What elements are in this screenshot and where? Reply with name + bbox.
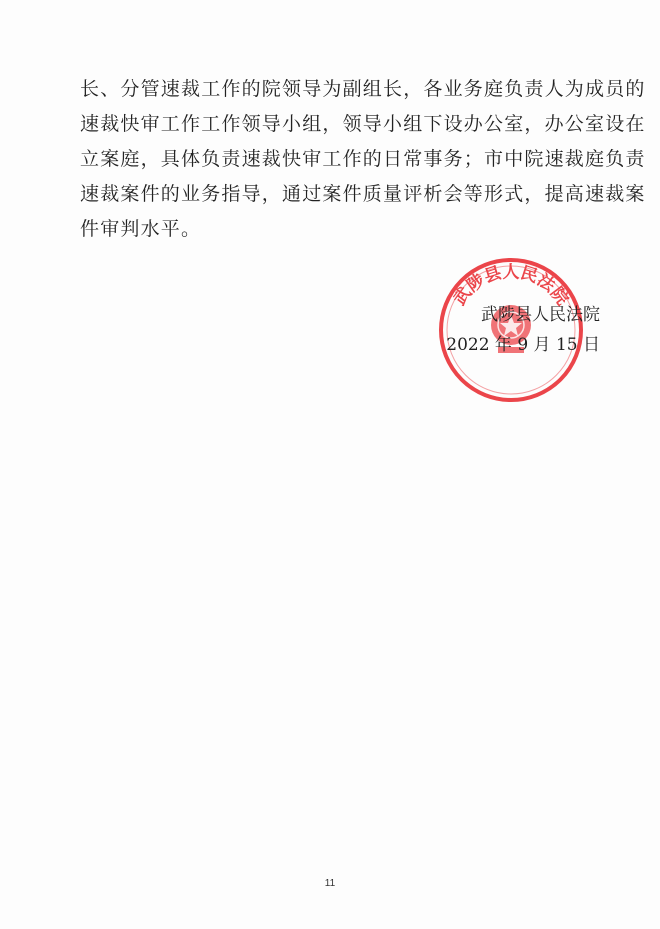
page-number: 11: [324, 878, 336, 889]
paragraph-line-5: 件审判水平。: [80, 218, 202, 240]
issuing-court: 武陟县人民法院: [481, 305, 600, 325]
issue-date: 2022 年 9 月 15 日: [446, 335, 600, 355]
paragraph-line-1: 长、分管速裁工作的院领导为副组长，各业务庭负责人为成员的: [80, 78, 646, 100]
paragraph-line-3: 立案庭，具体负责速裁快审工作的日常事务；市中院速裁庭负责: [80, 148, 646, 170]
svg-text:武陟县人民法院: 武陟县人民法院: [449, 262, 573, 310]
signature-block: [430, 300, 600, 360]
body-paragraph: [80, 72, 646, 247]
paragraph-line-2: 速裁快审工作工作领导小组，领导小组下设办公室，办公室设在: [80, 113, 646, 135]
paragraph-line-4: 速裁案件的业务指导，通过案件质量评析会等形式，提高速裁案: [80, 183, 646, 205]
